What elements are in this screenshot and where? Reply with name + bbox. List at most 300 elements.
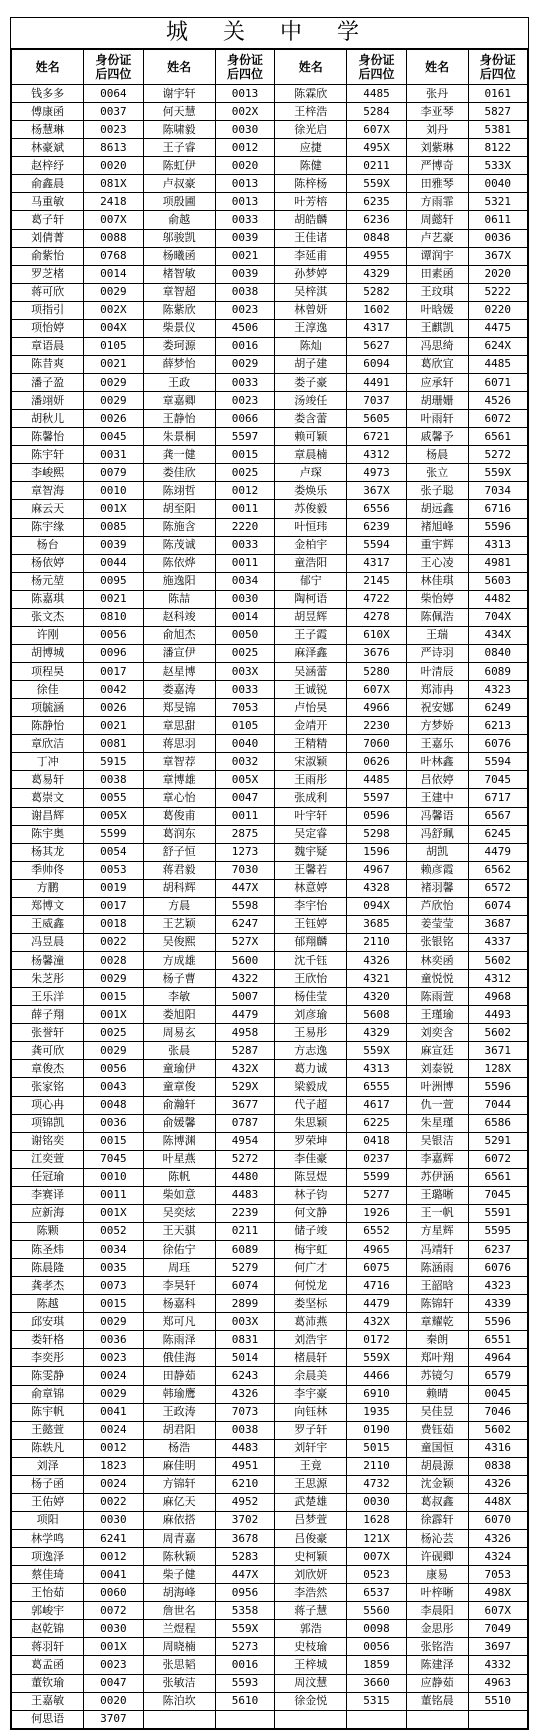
student-name-cell: 项指引 <box>12 301 84 319</box>
id-suffix-cell: 0105 <box>215 717 274 735</box>
student-name-cell: 许砚卿 <box>406 1548 468 1566</box>
id-suffix-cell: 0190 <box>347 1421 406 1439</box>
id-suffix-cell: 0060 <box>84 1584 143 1602</box>
table-row <box>12 446 528 464</box>
id-suffix-cell: 007X <box>84 211 143 229</box>
student-name-cell: 麻宣廷 <box>406 1042 468 1060</box>
student-name-cell: 赖可颖 <box>275 428 347 446</box>
id-suffix-cell: 0012 <box>84 1548 143 1566</box>
id-suffix-cell: 5827 <box>468 103 527 121</box>
id-suffix-cell: 1859 <box>347 1656 406 1674</box>
student-name-cell: 郭浩 <box>275 1620 347 1638</box>
id-suffix-cell: 0015 <box>215 446 274 464</box>
student-name-cell: 赖彦霞 <box>406 861 468 879</box>
student-name-cell: 苏伊涵 <box>406 1168 468 1186</box>
id-suffix-cell: 6071 <box>468 374 527 392</box>
student-name-cell: 王馨若 <box>275 861 347 879</box>
id-suffix-cell: 4964 <box>468 1349 527 1367</box>
id-suffix-cell: 5277 <box>347 1186 406 1204</box>
table-row <box>12 1475 528 1493</box>
student-name-cell: 余晨美 <box>275 1367 347 1385</box>
student-name-cell: 童瑜伊 <box>143 1060 215 1078</box>
student-name-cell: 钱多多 <box>12 85 84 103</box>
student-name-cell: 陈宇缘 <box>12 518 84 536</box>
id-suffix-cell: 0838 <box>468 1457 527 1475</box>
student-name-cell: 兰煜程 <box>143 1620 215 1638</box>
student-name-cell: 陈翊哲 <box>143 482 215 500</box>
student-name-cell: 吕俊豪 <box>275 1530 347 1548</box>
id-suffix-cell: 3707 <box>84 1710 143 1728</box>
student-name-cell: 葛润东 <box>143 825 215 843</box>
id-suffix-cell: 527X <box>215 933 274 951</box>
id-suffix-cell: 4326 <box>468 1475 527 1493</box>
table-row <box>12 626 528 644</box>
student-name-cell: 陈涵雨 <box>406 1259 468 1277</box>
table-row <box>12 1060 528 1078</box>
student-name-cell: 李赛译 <box>12 1186 84 1204</box>
student-name-cell: 陈博渊 <box>143 1132 215 1150</box>
student-name-cell: 吴定睿 <box>275 825 347 843</box>
student-name-cell: 郑沛冉 <box>406 681 468 699</box>
table-row <box>12 1457 528 1475</box>
id-suffix-cell: 1935 <box>347 1403 406 1421</box>
student-name-cell: 郑可凡 <box>143 1313 215 1331</box>
id-suffix-cell: 0211 <box>215 1222 274 1240</box>
header-name-col-4: 姓名 <box>406 50 468 85</box>
student-name-cell: 王建中 <box>406 789 468 807</box>
id-suffix-cell: 5608 <box>347 1006 406 1024</box>
id-suffix-cell: 0033 <box>215 681 274 699</box>
student-name-cell: 王政 <box>143 374 215 392</box>
student-name-cell: 徐佳 <box>12 681 84 699</box>
id-suffix-cell: 001X <box>84 500 143 518</box>
id-suffix-cell: 559X <box>347 1042 406 1060</box>
id-suffix-cell: 0030 <box>215 121 274 139</box>
header-name-col-1: 姓名 <box>12 50 84 85</box>
student-name-cell: 张成利 <box>275 789 347 807</box>
table-row <box>12 229 528 247</box>
student-name-cell: 孙梦婷 <box>275 265 347 283</box>
id-suffix-cell: 5272 <box>215 1150 274 1168</box>
id-suffix-cell: 0034 <box>215 572 274 590</box>
id-suffix-cell: 4952 <box>215 1493 274 1511</box>
id-suffix-cell <box>468 1710 527 1728</box>
id-suffix-cell: 0840 <box>468 644 527 662</box>
table-row <box>12 590 528 608</box>
student-name-cell: 章晨楠 <box>275 446 347 464</box>
id-suffix-cell: 7060 <box>347 735 406 753</box>
student-name-cell: 王子霞 <box>275 626 347 644</box>
table-row <box>12 1385 528 1403</box>
student-name-cell: 章语晨 <box>12 337 84 355</box>
table-row <box>12 301 528 319</box>
student-name-cell: 史枝瑜 <box>275 1638 347 1656</box>
student-name-cell: 蒋君毅 <box>143 861 215 879</box>
id-suffix-cell: 0848 <box>347 229 406 247</box>
student-name-cell: 章耀乾 <box>406 1313 468 1331</box>
student-name-cell: 娄焕乐 <box>275 482 347 500</box>
student-name-cell: 杨佳莹 <box>275 988 347 1006</box>
student-name-cell: 沈金颖 <box>406 1475 468 1493</box>
id-suffix-cell: 0237 <box>347 1150 406 1168</box>
student-name-cell: 葛孟函 <box>12 1656 84 1674</box>
id-suffix-cell: 002X <box>215 103 274 121</box>
id-suffix-cell: 3671 <box>468 1042 527 1060</box>
student-name-cell: 戚馨予 <box>406 428 468 446</box>
id-suffix-cell: 498X <box>468 1584 527 1602</box>
id-suffix-cell: 704X <box>468 608 527 626</box>
id-suffix-cell: 002X <box>84 301 143 319</box>
table-row <box>12 1638 528 1656</box>
id-suffix-cell: 5603 <box>468 572 527 590</box>
id-suffix-cell: 5598 <box>215 897 274 915</box>
student-name-cell: 陈泊坎 <box>143 1692 215 1710</box>
id-suffix-cell: 1926 <box>347 1204 406 1222</box>
table-row <box>12 1511 528 1529</box>
student-name-cell: 梁毅成 <box>275 1078 347 1096</box>
table-row <box>12 1493 528 1511</box>
table-row <box>12 1277 528 1295</box>
id-suffix-cell: 6072 <box>468 410 527 428</box>
student-name-cell: 詹世名 <box>143 1602 215 1620</box>
id-suffix-cell: 003X <box>215 663 274 681</box>
id-suffix-cell: 128X <box>468 1060 527 1078</box>
student-name-cell: 仇一萱 <box>406 1096 468 1114</box>
id-suffix-cell: 0031 <box>84 446 143 464</box>
student-name-cell: 刘泽 <box>12 1457 84 1475</box>
table-row <box>12 861 528 879</box>
table-row <box>12 1006 528 1024</box>
student-name-cell: 邬骏凯 <box>143 229 215 247</box>
student-name-cell: 卢艺豪 <box>406 229 468 247</box>
id-suffix-cell: 0026 <box>84 410 143 428</box>
student-name-cell: 王梓浩 <box>275 103 347 121</box>
student-name-cell: 蒋羽轩 <box>12 1638 84 1656</box>
id-suffix-cell: 4326 <box>347 952 406 970</box>
student-name-cell: 陈霖欣 <box>275 85 347 103</box>
student-name-cell: 叶梓晰 <box>406 1584 468 1602</box>
student-name-cell: 龚可欣 <box>12 1042 84 1060</box>
student-name-cell: 王一帆 <box>406 1204 468 1222</box>
id-suffix-cell: 0041 <box>84 1566 143 1584</box>
student-name-cell: 李宇豪 <box>275 1385 347 1403</box>
id-suffix-cell: 0016 <box>215 1656 274 1674</box>
table-row <box>12 139 528 157</box>
id-suffix-cell: 0025 <box>215 644 274 662</box>
student-name-cell: 项怡婷 <box>12 319 84 337</box>
student-name-cell: 方志逸 <box>275 1042 347 1060</box>
id-suffix-cell: 5510 <box>468 1692 527 1710</box>
id-suffix-cell: 0042 <box>84 681 143 699</box>
id-suffix-cell: 0011 <box>215 554 274 572</box>
id-suffix-cell: 7046 <box>468 1403 527 1421</box>
student-name-cell: 王懿萱 <box>12 1421 84 1439</box>
id-suffix-cell: 7073 <box>215 1403 274 1421</box>
id-suffix-cell: 607X <box>347 121 406 139</box>
id-suffix-cell: 6555 <box>347 1078 406 1096</box>
table-row <box>12 1602 528 1620</box>
student-name-cell: 严诗羽 <box>406 644 468 662</box>
id-suffix-cell: 5599 <box>84 825 143 843</box>
student-name-cell: 卢叔豪 <box>143 175 215 193</box>
id-suffix-cell: 0056 <box>84 626 143 644</box>
id-suffix-cell: 081X <box>84 175 143 193</box>
student-name-cell: 周懿轩 <box>406 211 468 229</box>
id-suffix-cell: 4506 <box>215 319 274 337</box>
id-suffix-cell: 4317 <box>347 319 406 337</box>
id-suffix-cell: 0095 <box>84 572 143 590</box>
student-name-cell: 刘奕含 <box>406 1024 468 1042</box>
id-suffix-cell: 4958 <box>215 1024 274 1042</box>
student-name-cell: 王雨彤 <box>275 771 347 789</box>
table-row <box>12 825 528 843</box>
student-name-cell: 章欣洁 <box>12 735 84 753</box>
id-suffix-cell: 0029 <box>215 355 274 373</box>
id-suffix-cell: 0161 <box>468 85 527 103</box>
id-suffix-cell: 0015 <box>84 1295 143 1313</box>
student-name-cell: 赵梓纾 <box>12 157 84 175</box>
id-suffix-cell: 5599 <box>347 1168 406 1186</box>
student-name-cell: 周珏 <box>143 1259 215 1277</box>
student-name-cell: 季帅佟 <box>12 861 84 879</box>
student-name-cell: 郁翔麟 <box>275 933 347 951</box>
id-suffix-cell: 5593 <box>215 1674 274 1692</box>
id-suffix-cell: 0023 <box>215 301 274 319</box>
student-name-cell: 张银铭 <box>406 933 468 951</box>
student-name-cell: 朱星瑾 <box>406 1114 468 1132</box>
id-suffix-cell: 0787 <box>215 1114 274 1132</box>
id-suffix-cell: 6567 <box>468 807 527 825</box>
id-suffix-cell: 0021 <box>84 355 143 373</box>
id-suffix-cell: 0023 <box>84 121 143 139</box>
student-name-cell: 应捷 <box>275 139 347 157</box>
id-suffix-cell: 8122 <box>468 139 527 157</box>
table-row <box>12 1674 528 1692</box>
id-suffix-cell: 0029 <box>84 1042 143 1060</box>
student-name-cell: 金柏宇 <box>275 536 347 554</box>
id-suffix-cell: 0012 <box>84 1439 143 1457</box>
student-name-cell: 张铭浩 <box>406 1638 468 1656</box>
id-suffix-cell: 0030 <box>347 1493 406 1511</box>
student-name-cell: 娄含蕾 <box>275 410 347 428</box>
student-name-cell: 俞瀚轩 <box>143 1096 215 1114</box>
id-suffix-cell: 0024 <box>84 1475 143 1493</box>
id-suffix-cell: 7045 <box>84 1150 143 1168</box>
table-row <box>12 283 528 301</box>
id-suffix-cell: 0064 <box>84 85 143 103</box>
id-suffix-cell: 0047 <box>84 1674 143 1692</box>
id-suffix-cell: 559X <box>347 175 406 193</box>
id-suffix-cell: 0418 <box>347 1132 406 1150</box>
student-name-cell: 赵乾锦 <box>12 1620 84 1638</box>
table-row <box>12 319 528 337</box>
id-suffix-cell: 5291 <box>468 1132 527 1150</box>
student-name-cell: 吴佳昱 <box>406 1403 468 1421</box>
student-name-cell: 龚孝杰 <box>12 1277 84 1295</box>
id-suffix-cell: 3697 <box>468 1638 527 1656</box>
table-row <box>12 103 528 121</box>
student-name-cell <box>143 1710 215 1728</box>
id-suffix-cell: 0041 <box>84 1403 143 1421</box>
student-name-cell: 陈健 <box>275 157 347 175</box>
table-row <box>12 915 528 933</box>
student-name-cell: 蔡佳琦 <box>12 1566 84 1584</box>
table-row <box>12 717 528 735</box>
id-suffix-cell: 6241 <box>84 1530 143 1548</box>
student-name-cell: 杨嘉科 <box>143 1295 215 1313</box>
student-name-cell: 重宇辉 <box>406 536 468 554</box>
id-suffix-cell: 448X <box>468 1493 527 1511</box>
student-name-cell: 俞媛馨 <box>143 1114 215 1132</box>
id-suffix-cell: 0045 <box>84 428 143 446</box>
id-suffix-cell: 0019 <box>84 879 143 897</box>
id-suffix-cell: 0079 <box>84 464 143 482</box>
table-row <box>12 572 528 590</box>
table-row <box>12 175 528 193</box>
table-row <box>12 644 528 662</box>
table-row <box>12 970 528 988</box>
id-suffix-cell: 4485 <box>347 771 406 789</box>
id-suffix-cell: 6243 <box>215 1367 274 1385</box>
id-suffix-cell: 5282 <box>347 283 406 301</box>
student-name-cell: 项阳 <box>12 1511 84 1529</box>
student-name-cell: 周青嘉 <box>143 1530 215 1548</box>
student-name-cell: 蒋思羽 <box>143 735 215 753</box>
student-name-cell: 储子竣 <box>275 1222 347 1240</box>
student-name-cell: 王政涛 <box>143 1403 215 1421</box>
student-name-cell: 林奕函 <box>406 952 468 970</box>
student-name-cell: 张誉轩 <box>12 1024 84 1042</box>
student-name-cell: 方雨霏 <box>406 193 468 211</box>
table-row <box>12 85 528 103</box>
id-suffix-cell: 6237 <box>468 1241 527 1259</box>
id-suffix-cell: 0014 <box>215 608 274 626</box>
id-suffix-cell: 5602 <box>468 1024 527 1042</box>
id-suffix-cell: 0096 <box>84 644 143 662</box>
student-name-cell: 陈宇奥 <box>12 825 84 843</box>
student-name-cell: 冯思绮 <box>406 337 468 355</box>
student-name-cell: 王嘉乐 <box>406 735 468 753</box>
student-name-cell: 陈静怡 <box>12 717 84 735</box>
student-name-cell: 罗子轩 <box>275 1421 347 1439</box>
student-name-cell: 胡子建 <box>275 355 347 373</box>
student-name-cell: 田静茹 <box>143 1367 215 1385</box>
id-suffix-cell: 6210 <box>215 1475 274 1493</box>
id-suffix-cell: 6247 <box>215 915 274 933</box>
student-name-cell: 卢怡昊 <box>275 699 347 717</box>
student-name-cell: 项锦凯 <box>12 1114 84 1132</box>
id-suffix-cell: 5560 <box>347 1602 406 1620</box>
student-name-cell: 王瑾瑜 <box>406 1006 468 1024</box>
student-name-cell: 叶宇轩 <box>275 807 347 825</box>
student-name-cell: 李延甫 <box>275 247 347 265</box>
id-suffix-cell: 0220 <box>468 301 527 319</box>
student-name-cell: 章心怡 <box>143 789 215 807</box>
table-row <box>12 1204 528 1222</box>
student-name-cell: 葛子轩 <box>12 211 84 229</box>
id-suffix-cell: 5596 <box>468 1078 527 1096</box>
student-name-cell: 项心冉 <box>12 1096 84 1114</box>
table-row <box>12 410 528 428</box>
roster-body <box>12 85 528 1729</box>
table-row <box>12 663 528 681</box>
id-suffix-cell: 3678 <box>215 1530 274 1548</box>
id-suffix-cell: 0020 <box>84 1692 143 1710</box>
id-suffix-cell: 5381 <box>468 121 527 139</box>
student-name-cell: 何文静 <box>275 1204 347 1222</box>
id-suffix-cell: 6089 <box>468 663 527 681</box>
id-suffix-cell: 4954 <box>215 1132 274 1150</box>
id-suffix-cell: 4732 <box>347 1475 406 1493</box>
id-suffix-cell: 7034 <box>468 482 527 500</box>
table-row <box>12 1042 528 1060</box>
id-suffix-cell: 4485 <box>468 355 527 373</box>
id-suffix-cell: 4483 <box>215 1439 274 1457</box>
id-suffix-cell: 5594 <box>347 536 406 554</box>
id-suffix-cell: 0038 <box>84 771 143 789</box>
table-row <box>12 789 528 807</box>
id-suffix-cell: 367X <box>468 247 527 265</box>
student-name-cell: 陈依烨 <box>143 554 215 572</box>
table-row <box>12 1620 528 1638</box>
table-row <box>12 1186 528 1204</box>
table-row <box>12 193 528 211</box>
table-row <box>12 500 528 518</box>
table-row <box>12 428 528 446</box>
table-row <box>12 1295 528 1313</box>
id-suffix-cell: 1273 <box>215 843 274 861</box>
student-name-cell: 林子钧 <box>275 1186 347 1204</box>
id-suffix-cell: 4332 <box>468 1656 527 1674</box>
student-name-cell: 童浩阳 <box>275 554 347 572</box>
student-name-cell: 娄嘉涛 <box>143 681 215 699</box>
id-suffix-cell: 6551 <box>468 1331 527 1349</box>
student-name-cell: 陈喆 <box>143 590 215 608</box>
student-name-cell: 任冠瑜 <box>12 1168 84 1186</box>
id-suffix-cell: 0029 <box>84 283 143 301</box>
id-suffix-cell: 7044 <box>468 1096 527 1114</box>
id-suffix-cell: 6717 <box>468 789 527 807</box>
table-row <box>12 1421 528 1439</box>
student-name-cell: 李亚琴 <box>406 103 468 121</box>
student-name-cell: 王精精 <box>275 735 347 753</box>
student-name-cell: 陈宇帆 <box>12 1403 84 1421</box>
header-id-col-3: 身份证 后四位 <box>347 50 406 85</box>
id-suffix-cell: 0056 <box>84 1060 143 1078</box>
id-suffix-cell: 624X <box>468 337 527 355</box>
id-suffix-cell: 3687 <box>468 915 527 933</box>
student-name-cell: 胡昱辉 <box>275 608 347 626</box>
student-name-cell: 谢宇轩 <box>143 85 215 103</box>
id-suffix-cell: 6225 <box>347 1114 406 1132</box>
student-name-cell: 施逸阳 <box>143 572 215 590</box>
student-name-cell: 陈晨隆 <box>12 1259 84 1277</box>
student-name-cell: 董钦瑜 <box>12 1674 84 1692</box>
id-suffix-cell: 0022 <box>84 1493 143 1511</box>
student-name-cell: 王竟 <box>275 1457 347 1475</box>
id-suffix-cell: 7045 <box>468 1186 527 1204</box>
id-suffix-cell: 4479 <box>215 1006 274 1024</box>
id-suffix-cell: 1602 <box>347 301 406 319</box>
student-name-cell: 林豪斌 <box>12 139 84 157</box>
student-name-cell: 李嘉辉 <box>406 1150 468 1168</box>
id-suffix-cell: 6249 <box>468 699 527 717</box>
id-suffix-cell: 610X <box>347 626 406 644</box>
id-suffix-cell: 6561 <box>468 1168 527 1186</box>
id-suffix-cell: 3676 <box>347 644 406 662</box>
id-suffix-cell: 0010 <box>84 1168 143 1186</box>
table-row <box>12 392 528 410</box>
